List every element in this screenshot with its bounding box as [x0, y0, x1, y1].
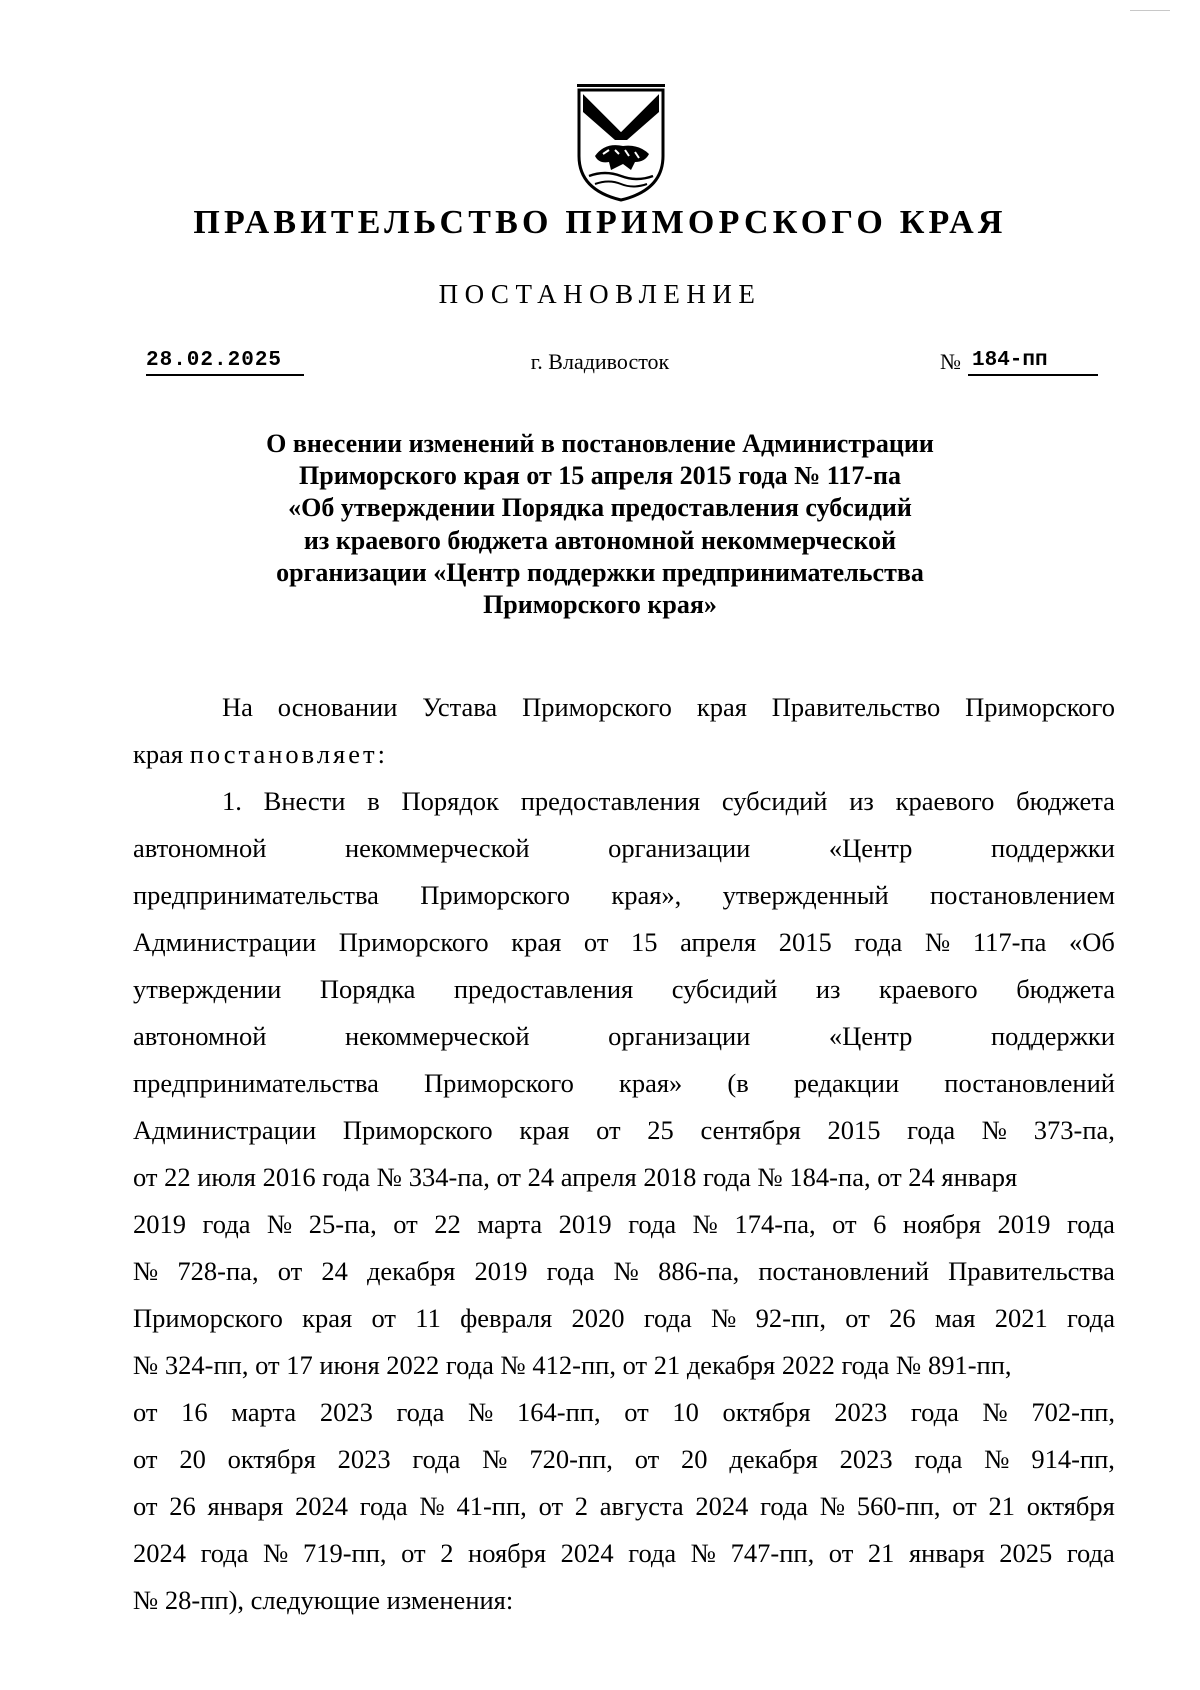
body-line: [133, 734, 1115, 774]
body-word: из: [849, 786, 874, 816]
body-word: 702-пп,: [1031, 1397, 1115, 1427]
body-word: 21: [988, 1491, 1015, 1521]
body-word: 25-па,: [308, 1209, 377, 1239]
body-word: от: [845, 1303, 870, 1333]
body-word: от: [133, 1444, 158, 1474]
body-line: [222, 687, 1115, 727]
body-word: Приморского: [420, 880, 571, 910]
body-line: [133, 828, 1115, 868]
body-word: Приморского: [424, 1068, 574, 1098]
body-line: [133, 1298, 1115, 1338]
document-city: г. Владивосток: [530, 349, 670, 374]
body-word: 2025: [999, 1538, 1053, 1568]
body-word: от: [583, 927, 609, 957]
body-word: автономной: [133, 1021, 267, 1051]
body-word: 41-пп,: [456, 1491, 527, 1521]
body-word: года: [1066, 1209, 1115, 1239]
body-word: №: [984, 1444, 1010, 1474]
body-word: №: [263, 1538, 289, 1568]
body-word: №: [482, 1444, 508, 1474]
subject-line: «Об утверждении Порядка предоставления субсидий: [288, 493, 912, 523]
body-word: 2019: [474, 1256, 528, 1286]
body-word: субсидий: [721, 786, 828, 816]
body-word: постановлений: [758, 1256, 930, 1286]
body-word: года: [643, 1303, 692, 1333]
body-word: автономной: [133, 833, 267, 863]
document-number: 184-пп: [972, 349, 1048, 372]
body-word: ноября: [468, 1538, 547, 1568]
body-word: 728-па,: [177, 1256, 259, 1286]
body-word: №: [266, 1209, 293, 1239]
body-word: Правительство: [771, 692, 941, 722]
body-word: 26: [169, 1491, 196, 1521]
body-line: [133, 1016, 1115, 1056]
body-word: марта: [477, 1209, 543, 1239]
body-word: 2019: [133, 1209, 186, 1239]
body-word: Приморского: [133, 1303, 283, 1333]
body-word: года: [914, 1444, 963, 1474]
body-word: постановлений: [944, 1068, 1115, 1098]
body-word: 914-пп,: [1031, 1444, 1115, 1474]
number-label: №: [940, 349, 961, 374]
body-word: организации: [608, 833, 751, 863]
body-word: 16: [181, 1397, 208, 1427]
body-line: № 324-пп, от 17 июня 2022 года № 412-пп, от 21 декабря 2022 года № 891-пп,: [133, 1350, 1012, 1380]
body-word: Порядка: [319, 974, 416, 1004]
body-word: 22: [434, 1209, 461, 1239]
body-word: края: [696, 692, 747, 722]
body-word: 2024: [294, 1491, 348, 1521]
body-word: №: [981, 1115, 1008, 1145]
body-word: 747-пп,: [730, 1538, 815, 1568]
body-word: №: [133, 1256, 159, 1286]
body-word: года: [628, 1538, 677, 1568]
body-word: утвержденный: [722, 880, 889, 910]
body-word: года: [907, 1115, 956, 1145]
body-word: Приморского: [338, 927, 489, 957]
body-word: №: [419, 1491, 445, 1521]
body-word: 2023: [319, 1397, 373, 1427]
body-word: из: [815, 974, 841, 1004]
body-word: предоставления: [453, 974, 634, 1004]
body-word: Приморского: [522, 692, 672, 722]
organization-title: ПРАВИТЕЛЬСТВО ПРИМОРСКОГО КРАЯ: [193, 204, 1007, 241]
body-word: «Центр: [828, 833, 913, 863]
body-word: 15: [631, 927, 658, 957]
body-word: края: [519, 1115, 570, 1145]
body-word: в: [367, 786, 380, 816]
body-word: краевого: [878, 974, 978, 1004]
body-word: 373-па,: [1033, 1115, 1115, 1145]
body-word: 720-пп,: [529, 1444, 613, 1474]
body-word: 2020: [571, 1303, 625, 1333]
body-line: от 22 июля 2016 года № 334-па, от 24 апреля 2018 года № 184-па, от 24 января: [133, 1162, 1018, 1192]
body-word: от: [538, 1491, 564, 1521]
body-word: 21: [867, 1538, 895, 1568]
body-word: 11: [415, 1303, 441, 1333]
body-word: октября: [722, 1397, 811, 1427]
body-word: октября: [1026, 1491, 1115, 1521]
body-word: от: [952, 1491, 977, 1521]
body-word: 2021: [994, 1303, 1048, 1333]
body-line: № 28-пп), следующие изменения:: [133, 1585, 514, 1615]
body-word: бюджета: [1016, 974, 1115, 1004]
body-word: редакции: [793, 1068, 900, 1098]
body-word: №: [982, 1397, 1008, 1427]
body-word: Приморского: [965, 692, 1115, 722]
body-word: №: [690, 1538, 717, 1568]
body-word: №: [924, 927, 951, 957]
body-word: декабря: [366, 1256, 456, 1286]
body-line: [133, 922, 1115, 962]
primorsky-coat-of-arms-icon: [565, 78, 677, 203]
body-word: 2015: [778, 927, 832, 957]
body-word: февраля: [460, 1303, 553, 1333]
body-word: №: [692, 1209, 718, 1239]
body-word: Внести: [263, 786, 346, 816]
body-word: №: [711, 1303, 737, 1333]
body-word: сентября: [700, 1115, 801, 1145]
body-word: организации: [608, 1021, 751, 1051]
body-word: 560-пп,: [856, 1491, 941, 1521]
body-word: октября: [227, 1444, 316, 1474]
body-line: [133, 1533, 1115, 1573]
body-word: от: [371, 1303, 396, 1333]
number-underline: [968, 374, 1098, 376]
body-word: от: [393, 1209, 418, 1239]
body-word: от: [634, 1444, 660, 1474]
body-line: [133, 875, 1115, 915]
body-word: года: [628, 1209, 677, 1239]
body-line: [133, 1392, 1115, 1432]
body-line: [133, 1439, 1115, 1479]
body-word: 2: [574, 1491, 589, 1521]
body-word: 6: [873, 1209, 887, 1239]
body-word: Администрации: [133, 1115, 317, 1145]
body-word: года: [854, 927, 903, 957]
body-word: 2023: [839, 1444, 893, 1474]
subject-line: Приморского края»: [483, 589, 717, 619]
subject-line: О внесении изменений в постановление Администрации: [266, 429, 934, 458]
body-word: года: [359, 1491, 408, 1521]
body-word: 20: [681, 1444, 708, 1474]
body-word: мая: [934, 1303, 976, 1333]
body-word: края: [302, 1303, 353, 1333]
body-word: постановлением: [929, 880, 1115, 910]
body-word: бюджета: [1016, 786, 1115, 816]
body-word: от: [401, 1538, 426, 1568]
body-word: декабря: [729, 1444, 818, 1474]
subject-line: Приморского края от 15 апреля 2015 года № 117-па: [299, 461, 901, 491]
body-word: 2015: [827, 1115, 881, 1145]
body-line: [133, 1063, 1115, 1103]
body-word: (в: [727, 1068, 749, 1098]
body-word: 2019: [558, 1209, 612, 1239]
body-word: края: [511, 927, 562, 957]
body-word: 10: [672, 1397, 699, 1427]
body-word: края»,: [611, 880, 682, 910]
body-word: 1.: [222, 786, 242, 816]
body-word: основании: [277, 692, 398, 722]
body-word: года: [546, 1256, 595, 1286]
body-word: 2019: [997, 1209, 1051, 1239]
body-word: от: [277, 1256, 303, 1286]
body-word: 164-пп,: [517, 1397, 601, 1427]
body-word: Устава: [422, 692, 498, 722]
document-date: 28.02.2025: [146, 349, 283, 372]
body-word: от: [596, 1115, 621, 1145]
body-word: некоммерческой: [344, 833, 530, 863]
body-word: года: [200, 1538, 249, 1568]
body-line: [133, 1204, 1115, 1244]
body-word: края»: [618, 1068, 683, 1098]
body-word: поддержки: [990, 833, 1115, 863]
body-word: 2023: [834, 1397, 888, 1427]
scan-edge-mark: [1130, 10, 1170, 11]
body-word: «Центр: [828, 1021, 913, 1051]
body-word: краевого: [895, 786, 995, 816]
body-word: от: [133, 1491, 158, 1521]
body-word: года: [1067, 1303, 1115, 1333]
body-line: [222, 781, 1115, 821]
body-word: 2024: [560, 1538, 614, 1568]
body-text-spaced: постановляет:: [189, 739, 388, 769]
body-word: от: [832, 1209, 857, 1239]
body-word: «Об: [1069, 927, 1115, 957]
body-line: [133, 969, 1115, 1009]
body-word: субсидий: [671, 974, 778, 1004]
body-line: [133, 1110, 1115, 1150]
body-word: от: [624, 1397, 649, 1427]
body-line: [133, 1251, 1115, 1291]
body-word: На: [222, 692, 253, 722]
body-word: года: [1066, 1538, 1115, 1568]
body-word: 25: [647, 1115, 674, 1145]
document-type: ПОСТАНОВЛЕНИЕ: [438, 279, 762, 309]
body-word: года: [412, 1444, 461, 1474]
body-word: 2023: [337, 1444, 391, 1474]
body-word: ноября: [902, 1209, 981, 1239]
body-word: 2024: [133, 1538, 186, 1568]
subject-line: из краевого бюджета автономной некоммерческой: [303, 525, 897, 555]
body-word: предоставления: [520, 786, 701, 816]
body-word: марта: [231, 1397, 297, 1427]
body-word: Администрации: [133, 927, 317, 957]
body-word: 92-пп,: [755, 1303, 826, 1333]
body-word: №: [613, 1256, 639, 1286]
body-word: от: [133, 1397, 158, 1427]
body-word: января: [207, 1491, 284, 1521]
body-word: №: [819, 1491, 846, 1521]
body-word: №: [468, 1397, 494, 1427]
body-word: августа: [599, 1491, 684, 1521]
body-word: 886-па,: [658, 1256, 740, 1286]
body-word: 719-пп,: [302, 1538, 387, 1568]
body-word: утверждении: [133, 974, 282, 1004]
body-word: Приморского: [342, 1115, 493, 1145]
body-word: Порядок: [401, 786, 499, 816]
body-word: года: [910, 1397, 959, 1427]
subject-line: организации «Центр поддержки предпринимательства: [276, 557, 924, 587]
body-word: 2: [440, 1538, 454, 1568]
body-text: края: [133, 739, 190, 769]
body-word: года: [396, 1397, 445, 1427]
body-word: от: [828, 1538, 854, 1568]
body-word: поддержки: [990, 1021, 1115, 1051]
body-word: некоммерческой: [344, 1021, 530, 1051]
body-word: предпринимательства: [133, 880, 379, 910]
body-word: года: [760, 1491, 809, 1521]
body-word: 2024: [695, 1491, 749, 1521]
body-word: апреля: [680, 927, 757, 957]
body-line: [133, 1486, 1115, 1526]
body-word: 117-па: [972, 927, 1047, 957]
body-word: 26: [889, 1303, 916, 1333]
body-word: января: [908, 1538, 985, 1568]
body-word: года: [202, 1209, 251, 1239]
body-word: предпринимательства: [133, 1068, 379, 1098]
body-word: 24: [321, 1256, 348, 1286]
body-word: 20: [179, 1444, 206, 1474]
body-word: 174-па,: [734, 1209, 816, 1239]
body-word: Правительства: [948, 1256, 1115, 1286]
document-subject: [150, 428, 1050, 621]
